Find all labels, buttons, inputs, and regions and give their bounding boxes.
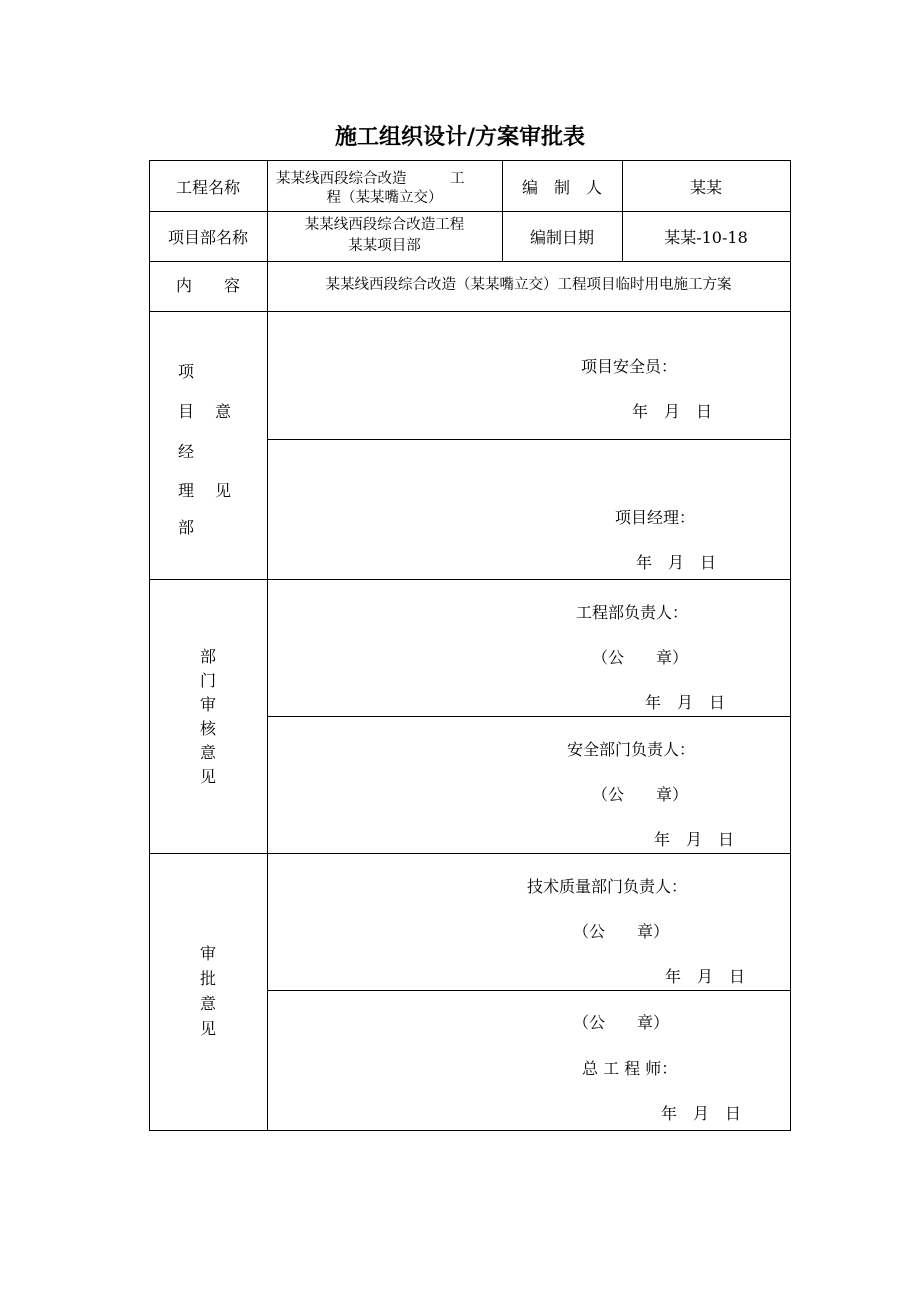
row-divider	[149, 579, 791, 580]
table-border-right	[790, 160, 791, 1131]
row-divider	[149, 311, 791, 312]
label-char: 目	[178, 402, 195, 421]
date-field: 年 月 日	[654, 830, 735, 849]
compile-date-label: 编制日期	[529, 228, 594, 247]
label-char: 理	[178, 481, 195, 500]
label-char: 部	[200, 647, 217, 666]
tech-quality-head-label: 技术质量部门负责人：	[527, 877, 688, 896]
project-safety-officer-label: 项目安全员：	[581, 357, 678, 376]
label-char: 批	[200, 969, 217, 988]
date-field: 年 月 日	[636, 553, 717, 572]
row-divider	[149, 261, 791, 262]
row-divider	[267, 716, 791, 717]
chief-engineer-label: 总 工 程 师：	[582, 1059, 678, 1078]
project-name-value-line1: 某某线西段综合改造 工	[276, 171, 465, 187]
row-divider	[267, 439, 791, 440]
row-divider	[267, 990, 791, 991]
label-char: 意	[200, 743, 217, 762]
compiler-value: 某某	[689, 178, 722, 197]
project-dept-label: 项目部名称	[167, 228, 248, 247]
project-dept-value-line1: 某某线西段综合改造工程	[304, 217, 465, 233]
seal-placeholder: （公 章）	[592, 648, 689, 667]
seal-placeholder: （公 章）	[573, 1013, 670, 1032]
eng-dept-head-label: 工程部负责人：	[576, 603, 689, 622]
table-border-top	[149, 160, 791, 161]
page-title: 施工组织设计/方案审批表	[334, 124, 586, 150]
project-manager-label: 项目经理：	[615, 508, 696, 527]
label-char: 项	[178, 362, 195, 381]
table-border-left	[149, 160, 150, 1131]
label-char: 意	[200, 994, 217, 1013]
compiler-label: 编 制 人	[521, 178, 602, 197]
label-char: 审	[200, 944, 217, 963]
project-dept-value-line2: 某某项目部	[348, 238, 421, 254]
row-divider	[149, 853, 791, 854]
content-value: 某某线西段综合改造（某某嘴立交）工程项目临时用电施工方案	[325, 277, 732, 293]
label-column-divider	[267, 160, 268, 1131]
label-char: 门	[200, 671, 217, 690]
project-name-value-line2: 程（某某嘴立交）	[326, 190, 443, 206]
date-field: 年 月 日	[665, 967, 746, 986]
label-char: 部	[178, 518, 195, 537]
label-char: 核	[200, 719, 217, 738]
table-border-bottom	[149, 1130, 791, 1131]
safety-dept-head-label: 安全部门负责人：	[567, 740, 696, 759]
label-char: 审	[200, 695, 217, 714]
label-char: 意	[215, 402, 232, 421]
date-field: 年 月 日	[632, 402, 713, 421]
label-char: 见	[200, 767, 217, 786]
label-char: 经	[178, 442, 195, 461]
label-char: 见	[200, 1019, 217, 1038]
date-field: 年 月 日	[661, 1104, 742, 1123]
content-label: 内 容	[175, 276, 240, 295]
seal-placeholder: （公 章）	[573, 922, 670, 941]
seal-placeholder: （公 章）	[592, 785, 689, 804]
compile-date-value: 某某-10-18	[664, 228, 748, 247]
row-divider	[149, 211, 791, 212]
date-field: 年 月 日	[645, 693, 726, 712]
project-name-label: 工程名称	[175, 178, 240, 197]
label-char: 见	[215, 481, 232, 500]
